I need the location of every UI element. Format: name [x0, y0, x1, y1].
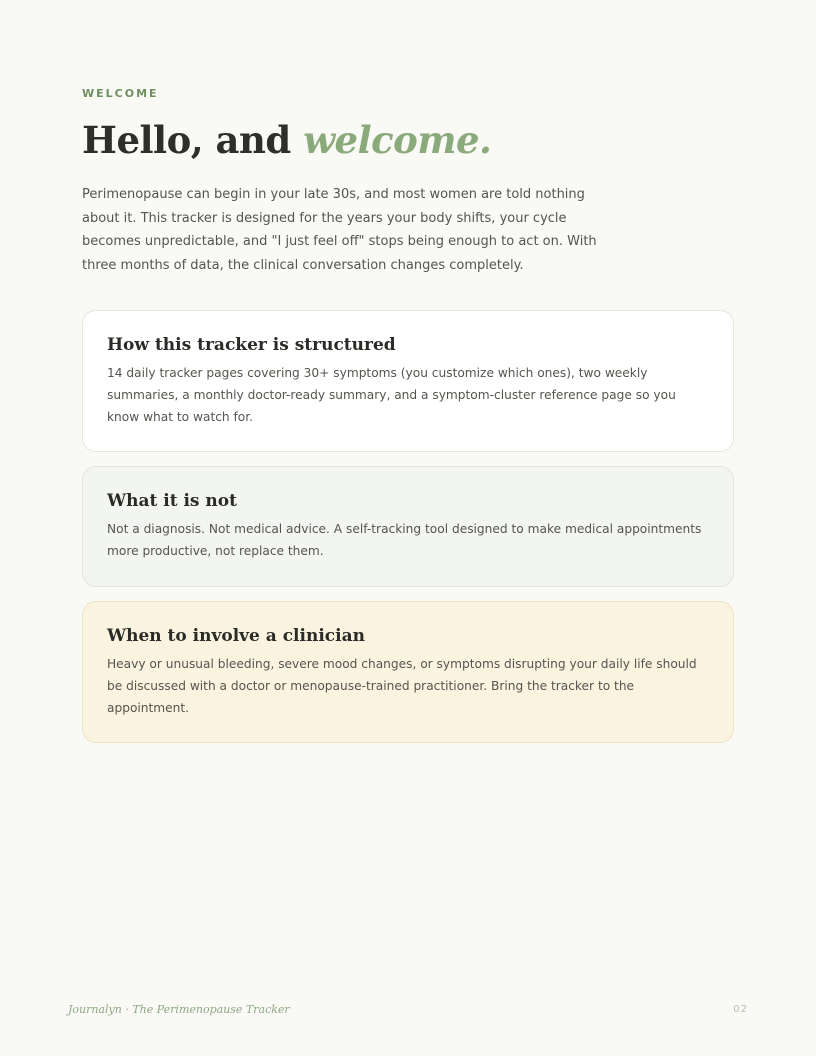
card-title: When to involve a clinician	[107, 626, 365, 646]
card-body: Heavy or unusual bleeding, severe mood changes, or symptoms disrupting your daily life should be discussed with a doctor or menopause-trained practitioner. Bring the tracker to the appointment.	[107, 657, 697, 715]
card-involve-clinician	[82, 601, 734, 743]
card-title: How this tracker is structured	[107, 335, 396, 355]
title-main: Hello, and	[82, 118, 304, 162]
intro-paragraph: Perimenopause can begin in your late 30s, and most women are told nothing about it. This tracker is designed for the years your body shifts, your cycle becomes unpredictable, and "I just feel off" stops being enough to act on. With three months of data, the clinical conversation changes completely.	[82, 187, 597, 273]
section-eyebrow: WELCOME	[82, 87, 159, 100]
card-what-it-is-not	[82, 466, 734, 587]
card-body: 14 daily tracker pages covering 30+ symptoms (you customize which ones), two weekly summaries, a monthly doctor-ready summary, and a symptom-cluster reference page so you know what to watch for.	[107, 366, 676, 424]
footer-brand: Journalyn · The Perimenopause Tracker	[68, 1003, 290, 1016]
card-title: What it is not	[107, 491, 237, 511]
page-number: 02	[733, 1004, 748, 1015]
card-body: Not a diagnosis. Not medical advice. A self-tracking tool designed to make medical appointments more productive, not replace them.	[107, 522, 702, 558]
title-accent: welcome.	[303, 118, 492, 162]
page-title	[82, 114, 491, 166]
card-structure	[82, 310, 734, 452]
